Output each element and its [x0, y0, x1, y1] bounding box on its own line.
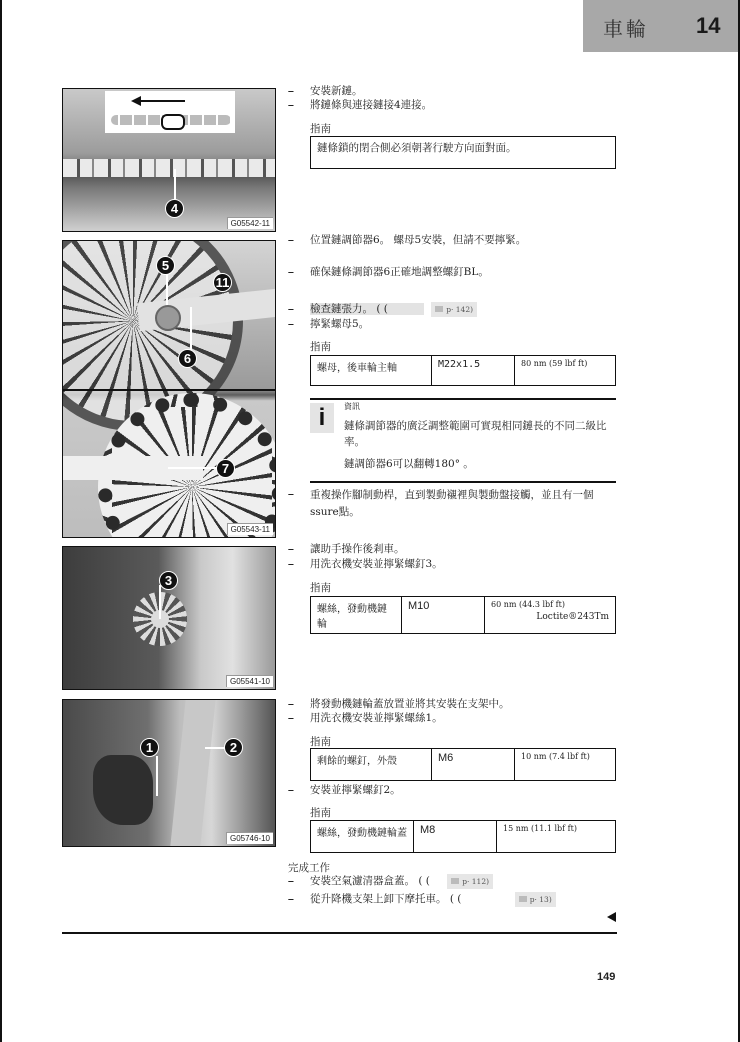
- spec-threadlocker: Loctite®243Tm: [536, 612, 609, 622]
- step-bullet: –: [288, 234, 294, 246]
- step-text: 用洗衣機安裝並擰緊螺絲1。: [310, 712, 443, 724]
- step-item: [288, 265, 618, 280]
- step-item: [288, 783, 618, 798]
- guide-label: 指南: [310, 807, 331, 819]
- spec-size: M10: [402, 597, 485, 634]
- info-icon: i: [310, 403, 334, 433]
- step-bullet: –: [288, 303, 294, 315]
- step-item: [288, 711, 618, 726]
- step-text: 位置鏈調節器6。 螺母5安裝，但請不要擰緊。: [310, 234, 527, 246]
- step-text-main: 安裝空氣濾清器盒蓋。 ( (: [310, 875, 430, 887]
- step-text: [310, 302, 618, 317]
- chain-photo: [63, 159, 275, 177]
- spec-size: M8: [414, 821, 497, 853]
- guide-label: 指南: [310, 123, 331, 135]
- callout-1: 1: [140, 738, 159, 757]
- spec-part: 螺母，後車輪主軸: [311, 356, 432, 386]
- callout-3: 3: [159, 571, 178, 590]
- spec-torque: 10 nm (7.4 lbf ft): [515, 749, 616, 781]
- book-icon: [519, 896, 527, 902]
- callout-5: 5: [156, 256, 175, 275]
- chapter-title: 車輪: [603, 17, 649, 41]
- spec-part: 剩餘的螺釘，外殼: [311, 749, 432, 781]
- spec-torque-cell: [485, 597, 616, 634]
- axle-nut-photo: [155, 305, 181, 331]
- page-number: 149: [597, 971, 616, 983]
- torque-spec-table: [310, 820, 616, 853]
- figure-code: G05543-11: [227, 523, 273, 535]
- page-border-left: [0, 0, 2, 1042]
- spec-row: [311, 597, 616, 634]
- step-item: [288, 317, 618, 332]
- step-bullet: –: [288, 875, 294, 887]
- spec-row: [311, 749, 616, 781]
- step-text: 用洗衣機安裝並擰緊螺釘3。: [310, 558, 443, 570]
- callout-7: 7: [216, 459, 235, 478]
- step-bullet: –: [288, 85, 294, 97]
- figure-rear-wheel-adjuster: [62, 240, 276, 538]
- spec-part: 螺絲，發動機鏈輪蓋: [311, 821, 414, 853]
- step-item: [288, 697, 618, 712]
- step-text-main: 從升降機支架上卸下摩托車。 ( (: [310, 893, 462, 905]
- page-ref-text: p· 142): [446, 305, 474, 314]
- finishing-work-heading: 完成工作: [288, 862, 330, 874]
- page-ref-text: p· 112): [462, 877, 490, 886]
- info-line: 鏈調節器6可以翻轉180° 。: [344, 458, 474, 470]
- spec-size: M6: [432, 749, 515, 781]
- chapter-header-tab: [583, 0, 738, 52]
- step-bullet: –: [288, 99, 294, 111]
- callout-6: 6: [178, 349, 197, 368]
- page-ref-text: p· 13): [529, 895, 552, 904]
- step-item: [288, 892, 618, 907]
- info-top-rule: [310, 398, 616, 400]
- guide-label: 指南: [310, 736, 331, 748]
- spec-part: 螺絲，發動機鏈輪: [311, 597, 402, 634]
- sprocket-cover-photo: [93, 755, 153, 825]
- step-text: 擰緊螺母5。: [310, 318, 370, 330]
- guide-note-box: 鏈條鎖的閉合側必須朝著行駛方向面對面。: [310, 136, 616, 169]
- step-bullet: –: [288, 712, 294, 724]
- step-item: [288, 98, 618, 113]
- figure-chain-link: [62, 88, 276, 232]
- step-bullet: –: [288, 784, 294, 796]
- book-icon: [451, 878, 459, 884]
- step-item: [288, 487, 618, 521]
- callout-4: 4: [165, 199, 184, 218]
- guide-label: 指南: [310, 341, 331, 353]
- figure-code: G05542-11: [227, 217, 273, 229]
- figure-code: G05746-10: [226, 832, 273, 844]
- step-text: 將發動機鏈輪蓋放置並將其安裝在支架中。: [310, 698, 510, 710]
- frame-tube-photo: [170, 700, 215, 846]
- callout-11: 11: [213, 273, 232, 292]
- page-reference-link[interactable]: [431, 302, 477, 317]
- step-text: 安裝並擰緊螺釘2。: [310, 784, 401, 796]
- step-bullet: –: [288, 893, 294, 905]
- step-bullet: –: [288, 266, 294, 278]
- step-text: 安裝新鏈。: [310, 85, 363, 97]
- step-text: 重複操作腳制動桿，直到製動襯裡與製動盤接觸，並且有一個ssure點。: [310, 489, 594, 518]
- spec-torque: 80 nm (59 lbf ft): [515, 356, 616, 386]
- direction-arrow-icon: [139, 100, 185, 102]
- callout-2: 2: [224, 738, 243, 757]
- step-text: [310, 874, 618, 889]
- step-bullet: –: [288, 318, 294, 330]
- step-text: [310, 892, 618, 907]
- step-bullet: –: [288, 543, 294, 555]
- spec-torque: 60 nm (44.3 lbf ft): [491, 600, 565, 609]
- figure-engine-sprocket: [62, 546, 276, 690]
- footer-rule: [62, 932, 617, 934]
- step-item: [288, 557, 618, 572]
- step-item: [288, 302, 618, 317]
- page-reference-link[interactable]: [447, 874, 493, 889]
- info-bottom-rule: [310, 481, 616, 483]
- step-item: [288, 542, 618, 557]
- master-link-icon: [161, 114, 185, 130]
- torque-spec-table: [310, 748, 616, 781]
- step-text: 確保鏈條調節器6正確地調整螺釘BL。: [310, 266, 489, 278]
- step-bullet: –: [288, 558, 294, 570]
- page-reference-link[interactable]: [515, 892, 556, 907]
- book-icon: [435, 306, 443, 312]
- spec-torque: 15 nm (11.1 lbf ft): [497, 821, 616, 853]
- step-item: [288, 233, 618, 248]
- figure-code: G05541-10: [226, 675, 273, 687]
- spec-row: [311, 356, 616, 386]
- chapter-number: 14: [696, 13, 721, 38]
- spec-size: M22x1.5: [432, 356, 515, 386]
- guide-label: 指南: [310, 582, 331, 594]
- step-text-main: 檢查鏈張力。 ( (: [310, 303, 424, 315]
- step-bullet: –: [288, 698, 294, 710]
- chain-diagram-inset: [105, 91, 235, 133]
- step-text: 將鏈條與連接鏈接4連接。: [310, 99, 433, 111]
- info-title: 資訊: [344, 402, 360, 411]
- spec-row: [311, 821, 616, 853]
- step-bullet: –: [288, 488, 294, 500]
- step-item: [288, 84, 618, 99]
- figure-sprocket-cover: [62, 699, 276, 847]
- step-text: 讓助手操作後剎車。: [310, 543, 405, 555]
- torque-spec-table: [310, 355, 616, 386]
- section-end-marker-icon: [607, 912, 616, 922]
- torque-spec-table: [310, 596, 616, 634]
- info-line: 鏈條調節器的廣泛調整範圍可實現相同鏈長的不同二級比率。: [344, 420, 607, 448]
- step-item: [288, 874, 618, 889]
